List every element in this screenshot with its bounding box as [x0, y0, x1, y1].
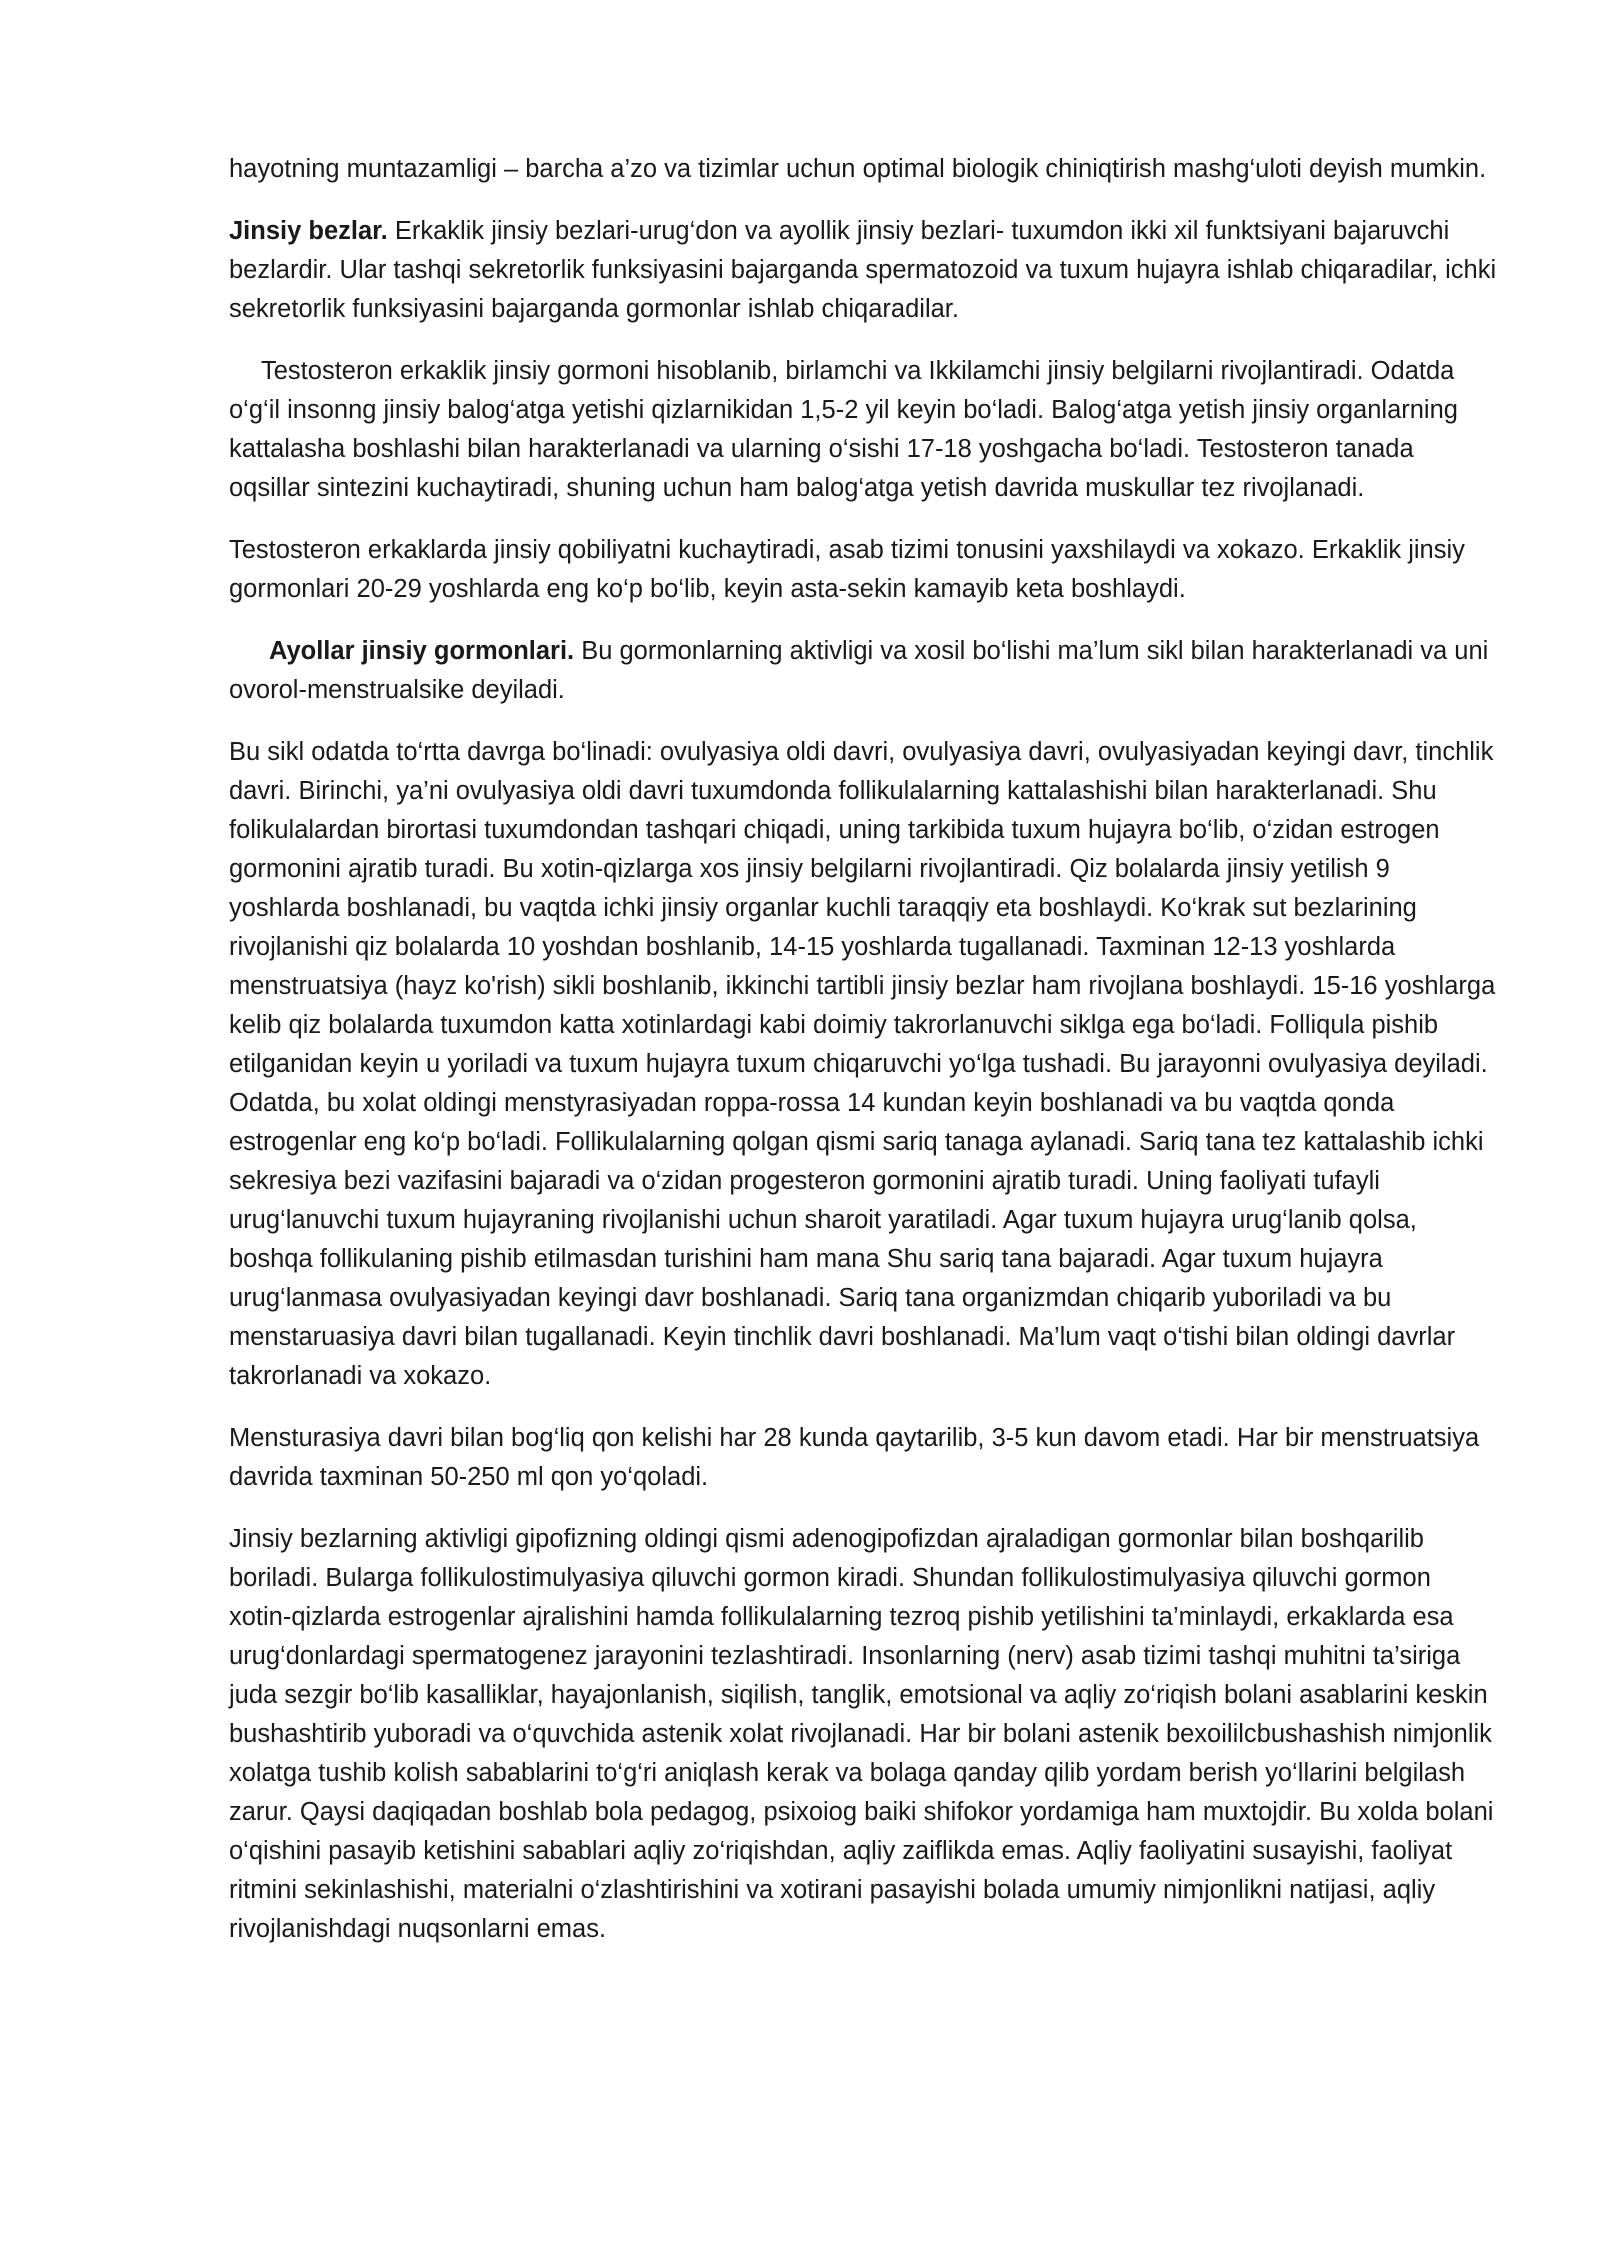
document-page: [229, 150, 1499, 1972]
paragraph-text: Testosteron erkaklarda jinsiy qobiliyatni kuchaytiradi, asab tizimi tonusini yaxshilaydi va xokazo. Erkaklik jinsiy gormonlari 20-29 yoshlarda eng ko‘p bo‘lib, keyin asta-sekin kamayib keta boshlaydi.: [229, 536, 1465, 603]
paragraph-text: Testosteron erkaklik jinsiy gormoni hisoblanib, birlamchi va Ikkilamchi jinsiy belgilarni rivojlantiradi. Odatda o‘g‘il insonng jinsiy balog‘atga yetishi qizlarnikidan 1,5-2 yil keyin bo‘ladi. Balog‘atga yetish jinsiy organlarning kattalasha boshlashi bilan harakterlanadi va ularning o‘sishi 17-18 yoshgacha bo‘ladi. Testosteron tanada oqsillar sintezini kuchaytiradi, shuning uchun ham balog‘atga yetish davrida muskullar tez rivojlanadi.: [229, 357, 1458, 502]
paragraph-text: Mensturasiya davri bilan bog‘liq qon kelishi har 28 kunda qaytarilib, 3-5 kun davom etadi. Har bir menstruatsiya davrida taxminan 50-250 ml qon yo‘qoladi.: [229, 1424, 1480, 1491]
paragraph-text: Bu sikl odatda to‘rtta davrga bo‘linadi: ovulyasiya oldi davri, ovulyasiya davri, ovulyasiyadan keyingi davr, tinchlik davri. Birinchi, ya’ni ovulyasiya oldi davri tuxumdonda follikulalarning kattalashishi bilan harakterlanadi. Shu folikulalardan birortasi tuxumdondan tashqari chiqadi, uning tarkibida tuxum hujayra bo‘lib, o‘zidan estrogen gormonini ajratib turadi. Bu xotin-qizlarga xos jinsiy belgilarni rivojlantiradi. Qiz bolalarda jinsiy yetilish 9 yoshlarda boshlanadi, bu vaqtda ichki jinsiy organlar kuchli taraqqiy eta boshlaydi. Ko‘krak sut bezlarining rivojlanishi qiz bolalarda 10 yoshdan boshlanib, 14-15 yoshlarda tugallanadi. Taxminan 12-13 yoshlarda menstruatsiya (hayz ko'rish) sikli boshlanib, ikkinchi tartibli jinsiy bezlar ham rivojlana boshlaydi. 15-16 yoshlarga kelib qiz bolalarda tuxumdon katta xotinlardagi kabi doimiy takrorlanuvchi siklga ega bo‘ladi. Folliqula pishib etilganidan keyin u yoriladi va tuxum hujayra tuxum chiqaruvchi yo‘lga tushadi. Bu jarayonni ovulyasiya deyiladi. Odatda, bu xolat oldingi menstyrasiyadan roppa-rossa 14 kundan keyin boshlanadi va bu vaqtda qonda estrogenlar eng ko‘p bo‘ladi. Follikulalarning qolgan qismi sariq tanaga aylanadi. Sariq tana tez kattalashib ichki sekresiya bezi vazifasini bajaradi va o‘zidan progesteron gormonini ajratib turadi. Uning faoliyati tufayli urug‘lanuvchi tuxum hujayraning rivojlanishi uchun sharoit yaratiladi. Agar tuxum hujayra urug‘lanib qolsa, boshqa follikulaning pishib etilmasdan turishini ham mana Shu sariq tana bajaradi. Agar tuxum hujayra urug‘lanmasa ovulyasiyadan keyingi davr boshlanadi. Sariq tana organizmdan chiqarib yuboriladi va bu menstaruasiya davri bilan tugallanadi. Keyin tinchlik davri boshlanadi. Ma’lum vaqt o‘tishi bilan oldingi davrlar takrorlanadi va xokazo.: [229, 738, 1496, 1390]
paragraph-testosteron: [229, 352, 1499, 508]
paragraph-sikl-davrlari: [229, 733, 1499, 1396]
paragraph-text: Erkaklik jinsiy bezlari-urug‘don va ayollik jinsiy bezlari- tuxumdon ikki xil funktsiyani bajaruvchi bezlardir. Ular tashqi sekretorlik funksiyasini bajarganda spermatozoid va tuxum hujayra ishlab chiqaradilar, ichki sekretorlik funksiyasini bajarganda gormonlar ishlab chiqaradilar.: [229, 217, 1497, 323]
paragraph-text: Bu gormonlarning aktivligi va xosil bo‘lishi ma’lum sikl bilan harakterlanadi va uni ovorol-menstrualsike deyiladi.: [229, 637, 1489, 704]
paragraph-heading: Ayollar jinsiy gormonlari.: [269, 637, 575, 665]
paragraph-heading: Jinsiy bezlar.: [229, 217, 388, 245]
paragraph-text: hayotning muntazamligi – barcha a’zo va tizimlar uchun optimal biologik chiniqtirish mashg‘uloti deyish mumkin.: [229, 155, 1487, 183]
paragraph-mensturasiya: [229, 1419, 1499, 1497]
paragraph-text: Jinsiy bezlarning aktivligi gipofizning oldingi qismi adenogipofizdan ajraladigan gormonlar bilan boshqarilib boriladi. Bularga follikulostimulyasiya qiluvchi gormon kiradi. Shundan follikulostimulyasiya qiluvchi gormon xotin-qizlarda estrogenlar ajralishini hamda follikulalarning tezroq pishib yetilishini ta’minlaydi, erkaklarda esa urug‘donlardagi spermatogenez jarayonini tezlashtiradi. Insonlarning (nerv) asab tizimi tashqi muhitni ta’siriga juda sezgir bo‘lib kasalliklar, hayajonlanish, siqilish, tanglik, emotsional va aqliy zo‘riqish bolani asablarini keskin bushashtirib yuboradi va o‘quvchida astenik xolat rivojlanadi. Har bir bolani astenik bexoililcbushashish nimjonlik xolatga tushib kolish sabablarini to‘g‘ri aniqlash kerak va bolaga qanday qilib yordam berish yo‘llarini belgilash zarur. Qaysi daqiqadan boshlab bola pedagog, psixoiog baiki shifokor yordamiga ham muxtojdir. Bu xolda bolani o‘qishini pasayib ketishini sabablari aqliy zo‘riqishdan, aqliy zaiflikda emas. Aqliy faoliyatini susayishi, faoliyat ritmini sekinlashishi, materialni o‘zlashtirishini va xotirani pasayishi bolada umumiy nimjonlikni natijasi, aqliy rivojlanishdagi nuqsonlarni emas.: [229, 1525, 1494, 1943]
paragraph-testosteron-effects: [229, 531, 1499, 609]
paragraph-ayollar-gormonlari: [229, 632, 1499, 710]
paragraph-bezlar-aktivligi: [229, 1520, 1499, 1949]
paragraph-continuation: [229, 150, 1499, 189]
paragraph-jinsiy-bezlar: [229, 212, 1499, 329]
